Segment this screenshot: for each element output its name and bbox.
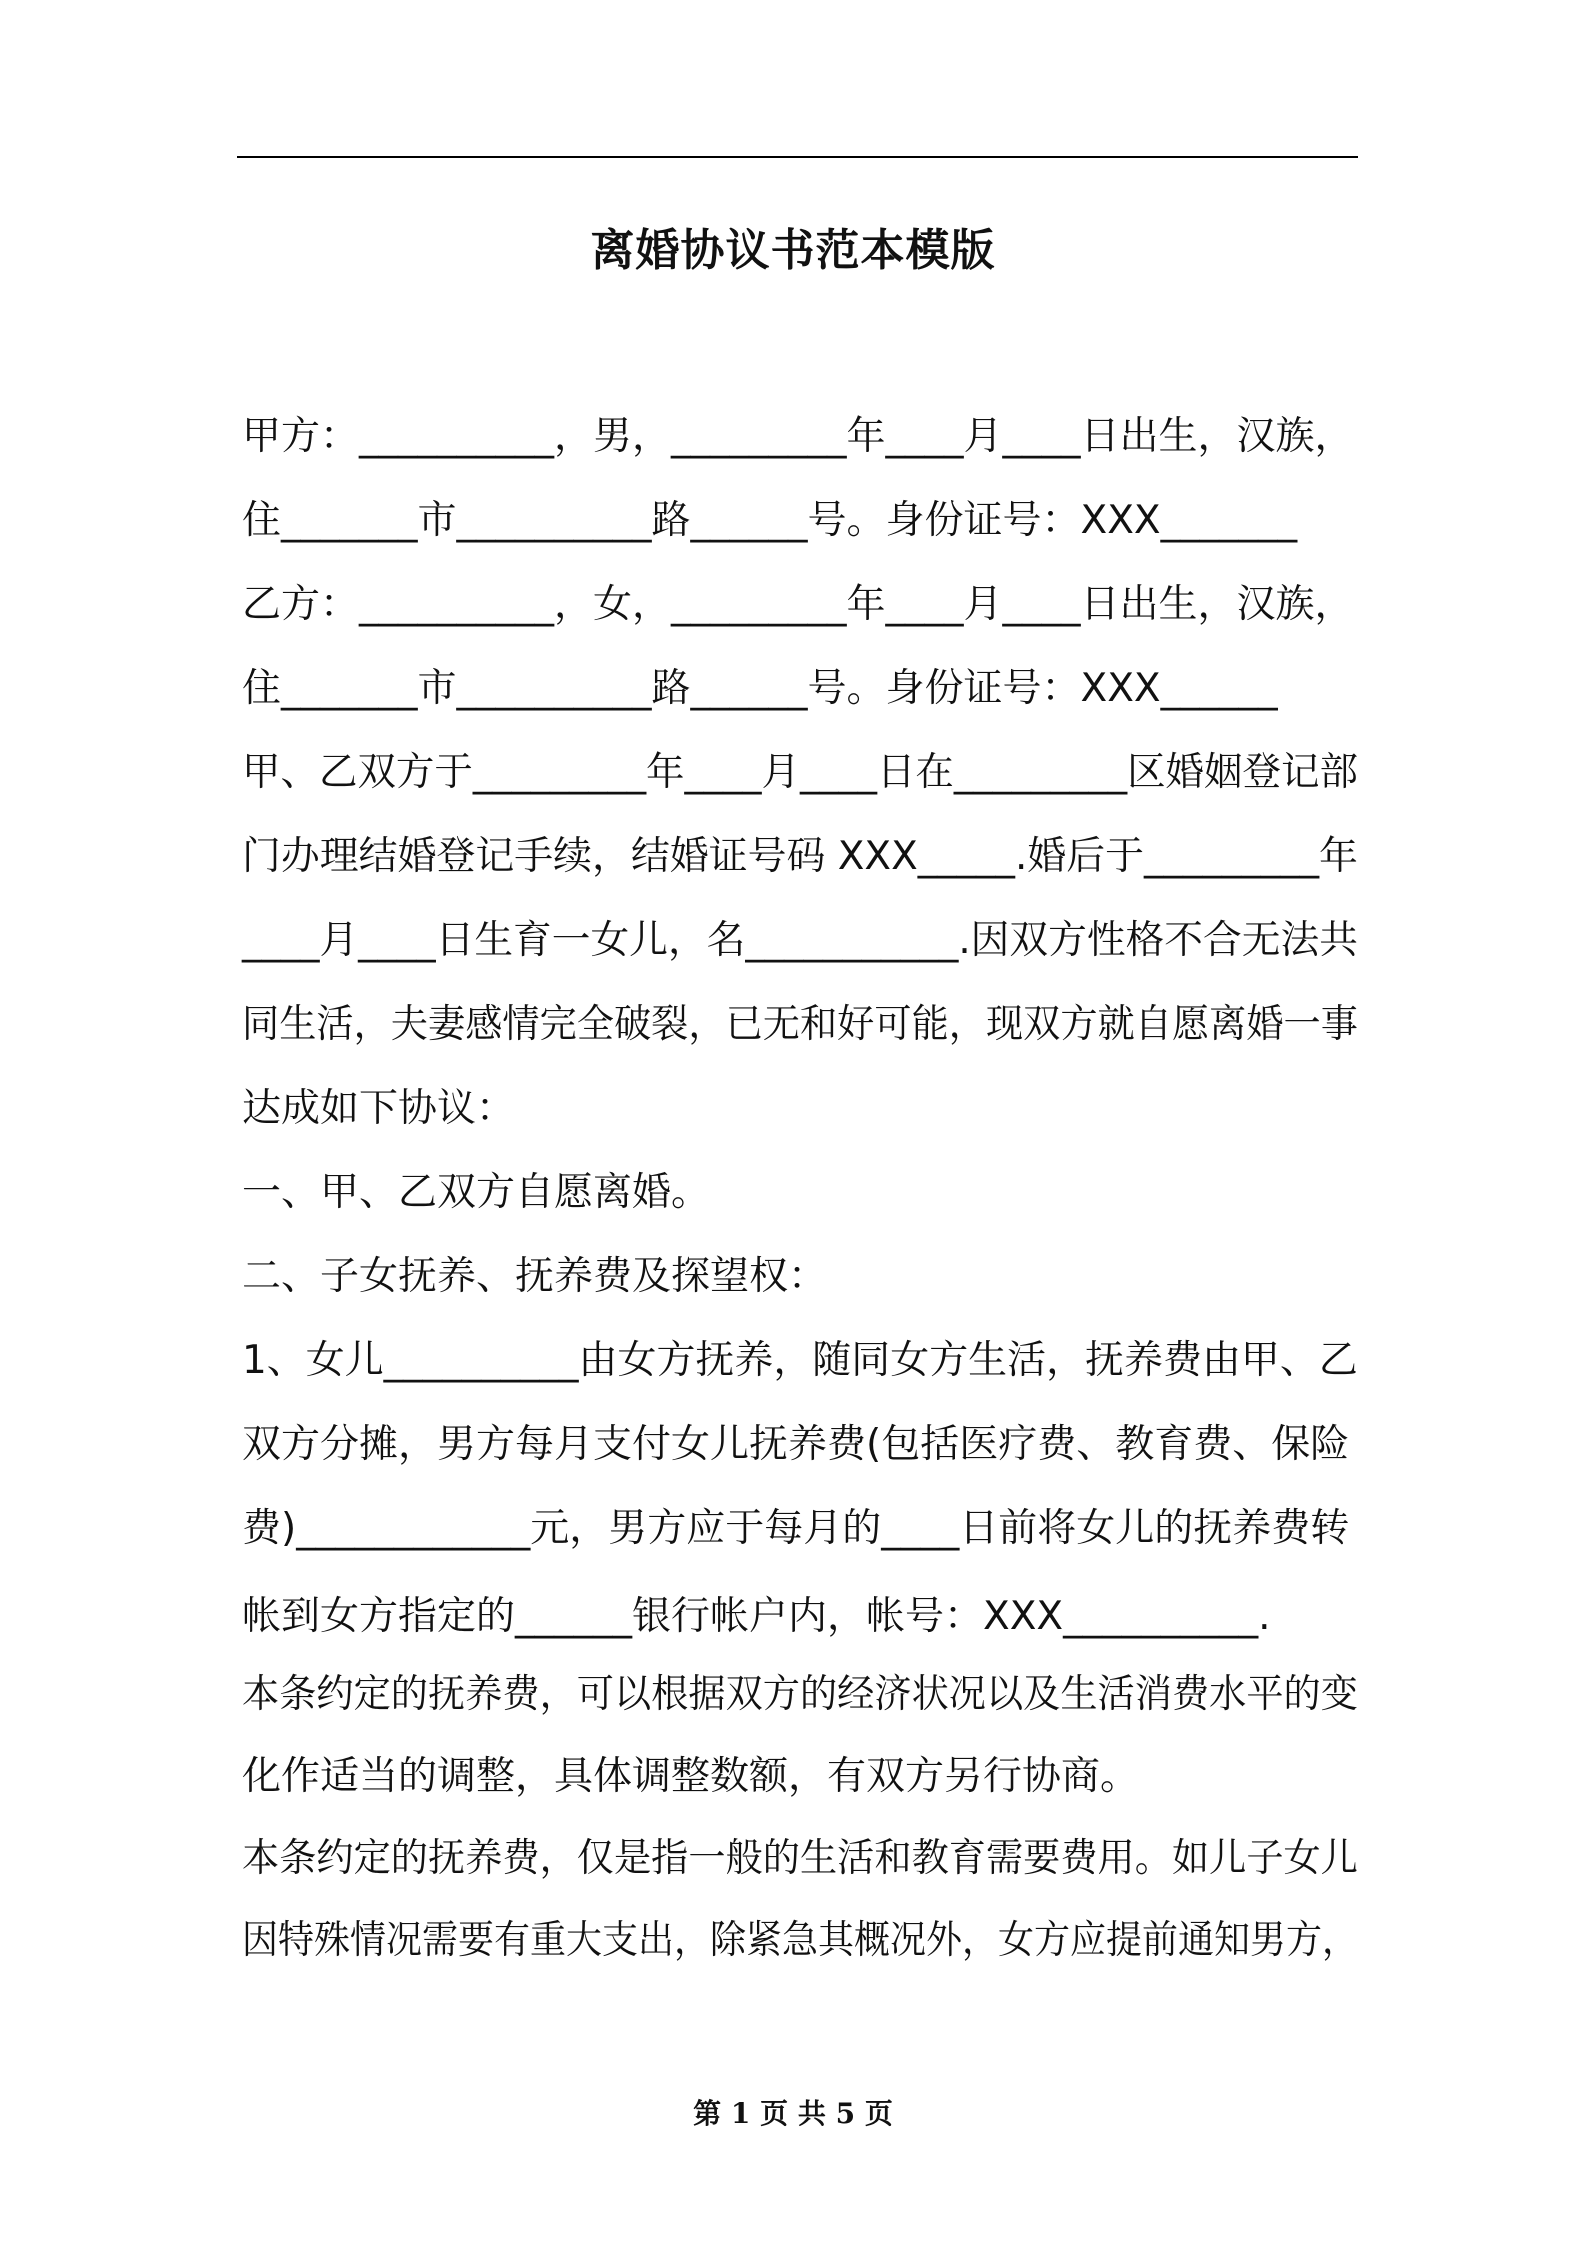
body-line: 本条约定的抚养费，仅是指一般的生活和教育需要费用。如儿子女儿 — [242, 1836, 1358, 1881]
document-title: 离婚协议书范本模版 — [590, 225, 996, 276]
body-line: 二、子女抚养、抚养费及探望权： — [242, 1254, 828, 1299]
body-line: 化作适当的调整，具体调整数额，有双方另行协商。 — [242, 1754, 1140, 1799]
body-line: 住_______市__________路______号。身份证号：XXX_______ — [242, 498, 1298, 543]
header-rule — [237, 156, 1358, 158]
body-line: 达成如下协议： — [242, 1086, 516, 1131]
body-line: 1、女儿__________由女方抚养，随同女方生活，抚养费由甲、乙 — [242, 1338, 1358, 1383]
body-line: 费)____________元，男方应于每月的____日前将女儿的抚养费转 — [242, 1506, 1350, 1551]
page-indicator: 第 1 页 共 5 页 — [693, 2097, 893, 2130]
body-line: 双方分摊，男方每月支付女儿抚养费(包括医疗费、教育费、保险 — [242, 1422, 1350, 1467]
body-line: 甲、乙双方于_________年____月____日在_________区婚姻登记部 — [242, 750, 1358, 795]
body-line: 本条约定的抚养费，可以根据双方的经济状况以及生活消费水平的变 — [242, 1672, 1358, 1717]
body-line: 帐到女方指定的______银行帐户内，帐号：XXX__________. — [242, 1594, 1271, 1639]
body-line: 因特殊情况需要有重大支出，除紧急其概况外，女方应提前通知男方， — [242, 1918, 1359, 1963]
body-line: 乙方：__________，女，_________年____月____日出生，汉族， — [242, 582, 1354, 627]
body-line: 甲方：__________，男，_________年____月____日出生，汉族， — [242, 414, 1354, 459]
body-line: 住_______市__________路______号。身份证号：XXX______ — [242, 666, 1278, 711]
body-line: 门办理结婚登记手续，结婚证号码 XXX_____.婚后于_________年 — [242, 834, 1358, 879]
body-line: 一、甲、乙双方自愿离婚。 — [242, 1170, 711, 1215]
body-line: ____月____日生育一女儿，名___________.因双方性格不合无法共 — [242, 918, 1358, 963]
body-line: 同生活，夫妻感情完全破裂，已无和好可能，现双方就自愿离婚一事 — [242, 1002, 1358, 1047]
